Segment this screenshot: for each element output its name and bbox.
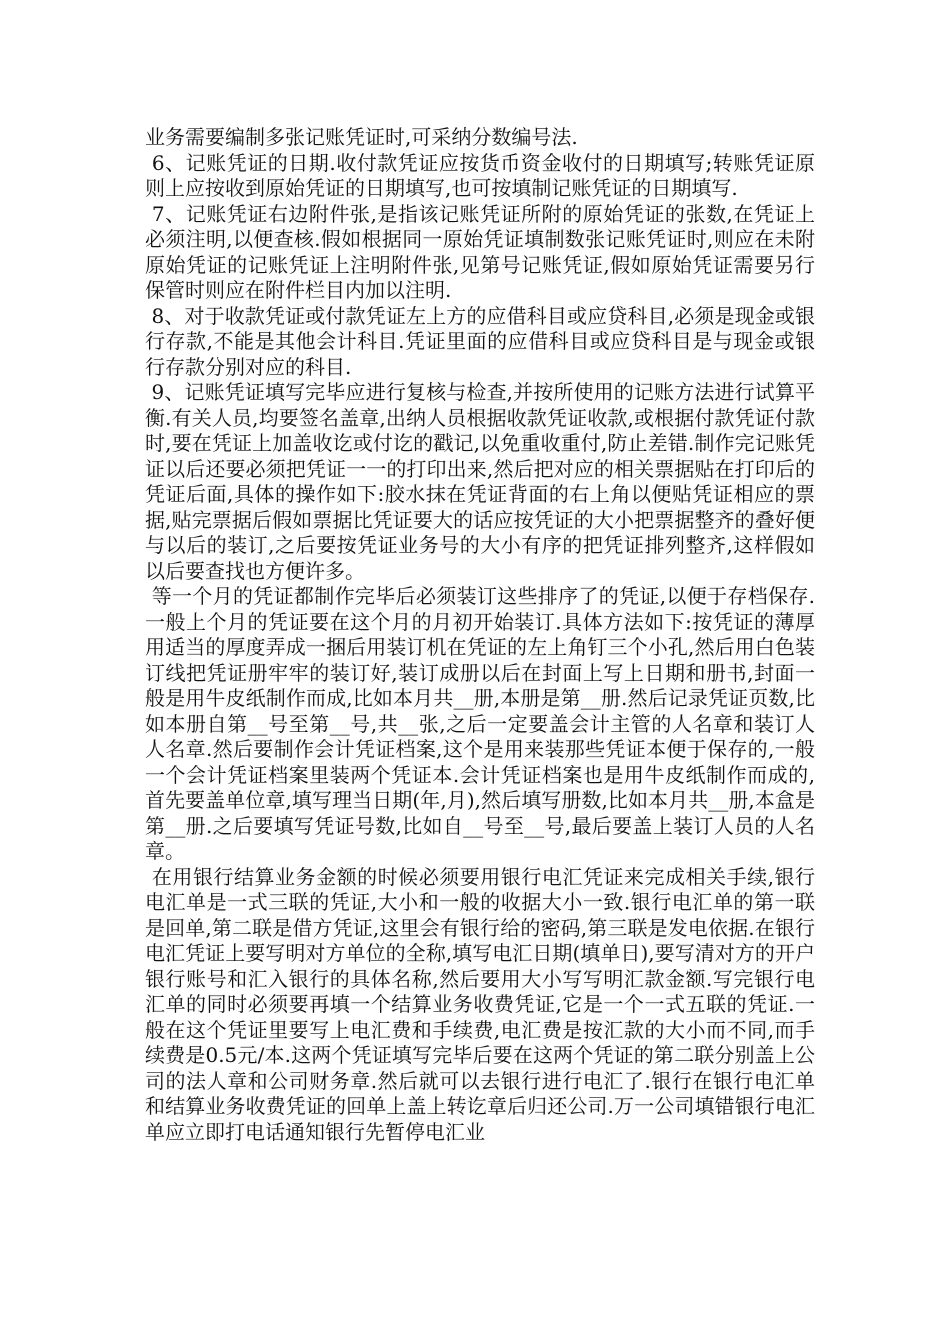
document-body — [145, 125, 815, 1145]
paragraph: 7、记账凭证右边附件张,是指该记账凭证所附的原始凭证的张数,在凭证上必须注明,以便查核.假如根据同一原始凭证填制数张记账凭证时,则应在未附原始凭证的记账凭证上注明附件张,见第号记账凭证,假如原始凭证需要另行保管时则应在附件栏目内加以注明. — [145, 201, 815, 302]
paragraph: 8、对于收款凭证或付款凭证左上方的应借科目或应贷科目,必须是现金或银行存款,不能是其他会计科目.凭证里面的应借科目或应贷科目是与现金或银行存款分别对应的科目. — [145, 303, 815, 379]
paragraph: 在用银行结算业务金额的时候必须要用银行电汇凭证来完成相关手续,银行电汇单是一式三联的凭证,大小和一般的收据大小一致.银行电汇单的第一联是回单,第二联是借方凭证,这里会有银行给的密码,第三联是发电依据.在银行电汇凭证上要写明对方单位的全称,填写电汇日期(填单日),要写清对方的开户银行账号和汇入银行的具体名称,然后要用大小写写明汇款金额.写完银行电汇单的同时必须要再填一个结算业务收费凭证,它是一个一式五联的凭证.一般在这个凭证里要写上电汇费和手续费,电汇费是按汇款的大小而不同,而手续费是0.5元/本.这两个凭证填写完毕后要在这两个凭证的第二联分别盖上公司的法人章和公司财务章.然后就可以去银行进行电汇了.银行在银行电汇单和结算业务收费凭证的回单上盖上转讫章后归还公司.万一公司填错银行电汇单应立即打电话通知银行先暂停电汇业 — [145, 864, 816, 1144]
paragraph: 6、记账凭证的日期.收付款凭证应按货币资金收付的日期填写;转账凭证原则上应按收到原始凭证的日期填写,也可按填制记账凭证的日期填写. — [145, 150, 815, 200]
paragraph: 9、记账凭证填写完毕应进行复核与检查,并按所使用的记账方法进行试算平衡.有关人员,均要签名盖章,出纳人员根据收款凭证收款,或根据付款凭证付款时,要在凭证上加盖收讫或付讫的戳记,以免重收重付,防止差错.制作完记账凭证以后还要必须把凭证一一的打印出来,然后把对应的相关票据贴在打印后的凭证后面,具体的操作如下:胶水抹在凭证背面的右上角以便贴凭证相应的票据,贴完票据后假如票据比凭证要大的话应按凭证的大小把票据整齐的叠好便与以后的装订,之后要按凭证业务号的大小有序的把凭证排列整齐,这样假如以后要查找也方便许多。 — [145, 380, 815, 583]
paragraph: 等一个月的凭证都制作完毕后必须装订这些排序了的凭证,以便于存档保存.一般上个月的凭证要在这个月的月初开始装订.具体方法如下:按凭证的薄厚用适当的厚度弄成一捆后用装订机在凭证的左上角钉三个小孔,然后用白色装订线把凭证册牢牢的装订好,装订成册以后在封面上写上日期和册书,封面一般是用牛皮纸制作而成,比如本月共__册,本册是第__册.然后记录凭证页数,比如本册自第__号至第__号,共__张,之后一定要盖会计主管的人名章和装订人人名章.然后要制作会计凭证档案,这个是用来装那些凭证本便于保存的,一般一个会计凭证档案里装两个凭证本.会计凭证档案也是用牛皮纸制作而成的,首先要盖单位章,填写理当日期(年,月),然后填写册数,比如本月共__册,本盒是第__册.之后要填写凭证号数,比如自__号至__号,最后要盖上装订人员的人名章。 — [145, 584, 816, 863]
paragraph: 业务需要编制多张记账凭证时,可采纳分数编号法. — [145, 125, 578, 149]
